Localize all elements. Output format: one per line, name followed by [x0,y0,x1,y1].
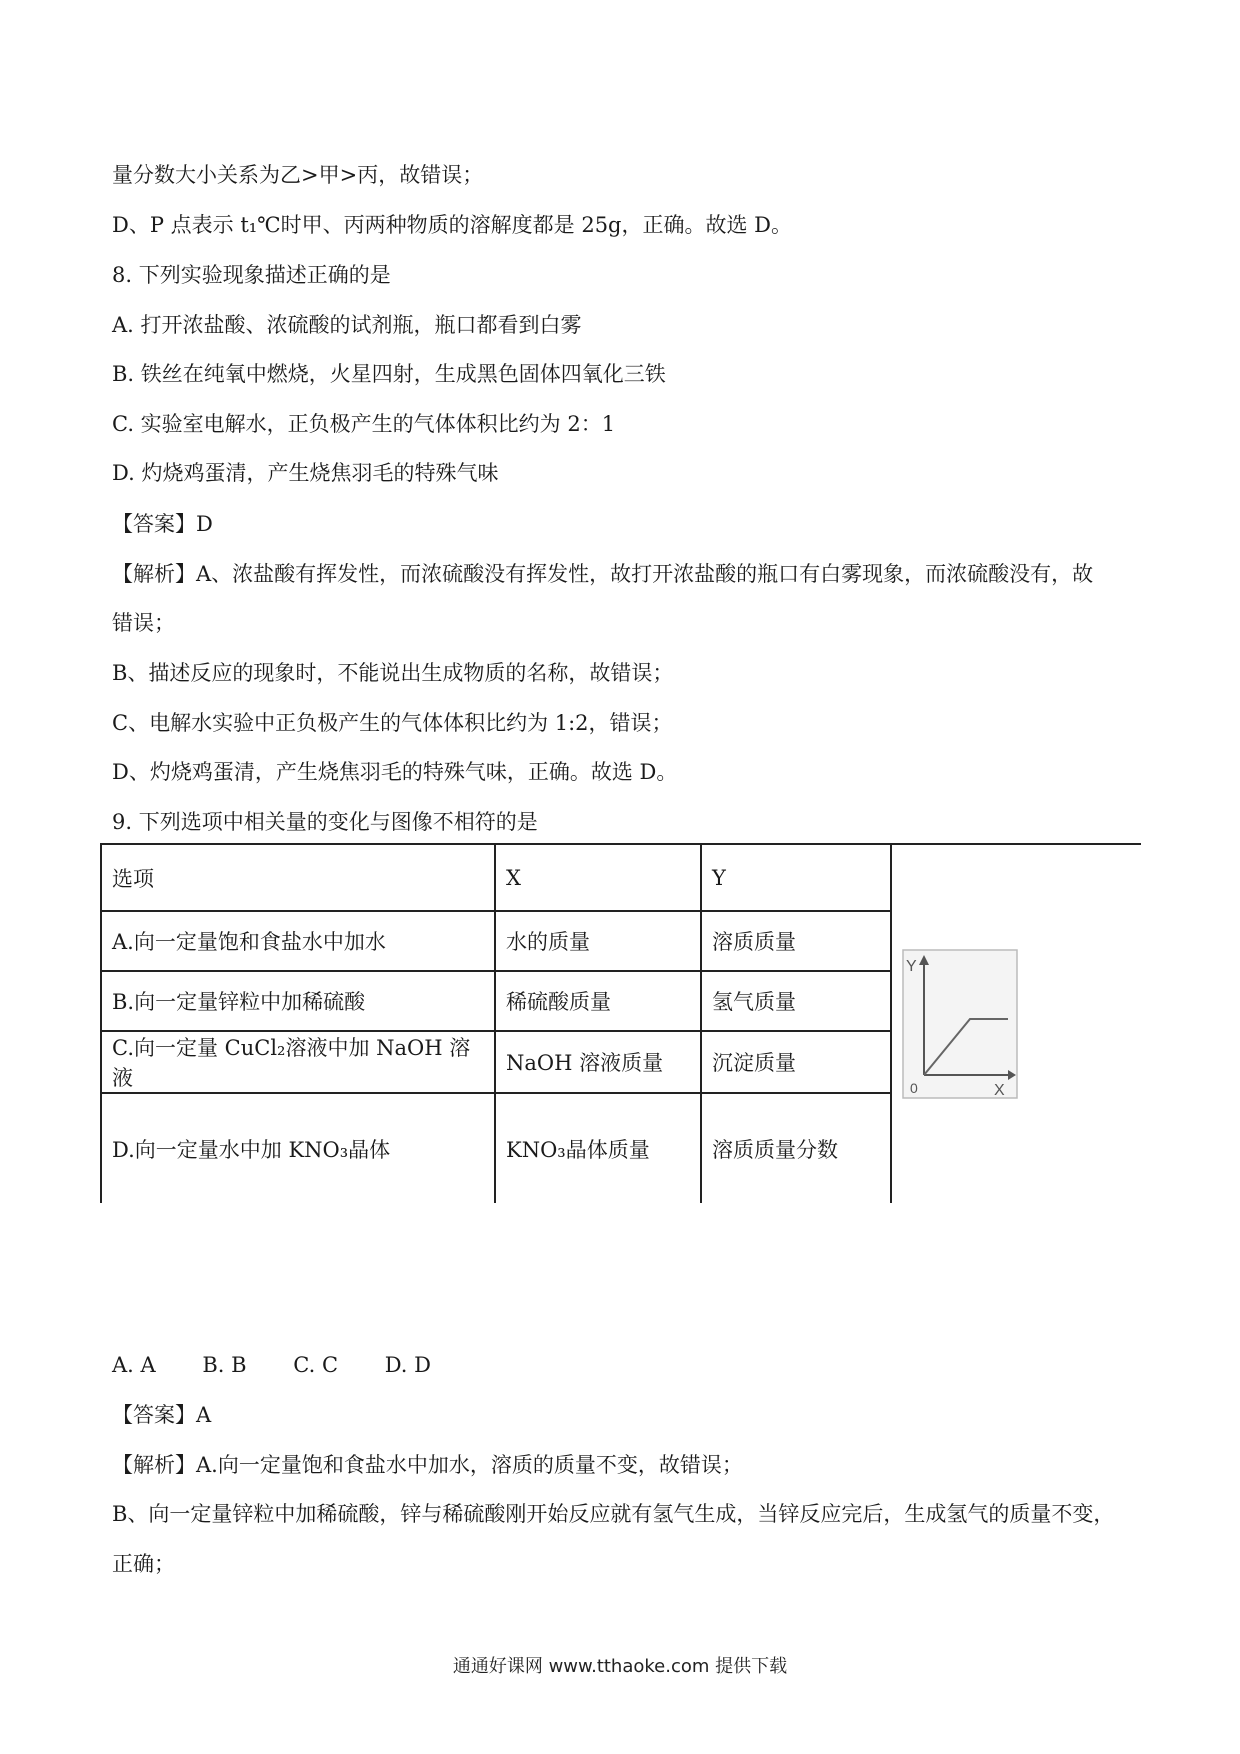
explanation-line: C、电解水实验中正负极产生的气体体积比约为 1:2，错误； [112,711,673,735]
table-cell: 沉淀质量 [701,1031,891,1093]
question-9-table [100,843,1141,1203]
question-8-option-a: A. 打开浓盐酸、浓硫酸的试剂瓶，瓶口都看到白雾 [112,313,582,337]
x-axis-label: X [994,1082,1005,1099]
table-cell: KNO₃晶体质量 [495,1093,701,1203]
option-d: D. D [384,1353,431,1377]
question-9-options [112,1351,471,1379]
origin-label: 0 [910,1080,918,1096]
option-c: C. C [293,1353,339,1377]
explanation-line: D、灼烧鸡蛋清，产生烧焦羽毛的特殊气味，正确。故选 D。 [112,760,678,784]
table-cell: 水的质量 [495,911,701,971]
table-cell: D.向一定量水中加 KNO₃晶体 [101,1093,495,1203]
page-footer: 通通好课网 www.tthaoke.com 提供下载 [452,1656,788,1677]
explanation-line: 错误； [112,611,175,635]
explanation-line: B、向一定量锌粒中加稀硫酸，锌与稀硫酸刚开始反应就有氢气生成，当锌反应完后，生成氢气的质量不变， [112,1502,1115,1526]
table-header: X [495,844,701,911]
table-header: 选项 [101,844,495,911]
question-8-title: 8. 下列实验现象描述正确的是 [112,263,391,287]
table-cell: B.向一定量锌粒中加稀硫酸 [101,971,495,1031]
question-8-option-c: C. 实验室电解水，正负极产生的气体体积比约为 2：1 [112,412,616,436]
explanation-line: 正确； [112,1552,175,1576]
text-line: D、P 点表示 t₁℃时甲、丙两种物质的溶解度都是 25g，正确。故选 D。 [112,213,793,237]
question-8-option-b: B. 铁丝在纯氧中燃烧，火星四射，生成黑色固体四氧化三铁 [112,362,666,386]
table-header: Y [701,844,891,911]
table-cell: A.向一定量饱和食盐水中加水 [101,911,495,971]
table-cell: 稀硫酸质量 [495,971,701,1031]
table-cell: 溶质质量分数 [701,1093,891,1203]
question-9-answer: 【答案】A [112,1403,212,1427]
question-8-answer: 【答案】D [112,512,213,536]
graph-figure [902,949,1018,1099]
graph-cell [891,844,1141,1203]
option-b: B. B [202,1353,247,1377]
explanation-line: B、描述反应的现象时，不能说出生成物质的名称，故错误； [112,661,674,685]
table-cell: 氢气质量 [701,971,891,1031]
question-8-option-d: D. 灼烧鸡蛋清，产生烧焦羽毛的特殊气味 [112,461,499,485]
table-cell: C.向一定量 CuCl₂溶液中加 NaOH 溶液 [101,1031,495,1093]
option-a: A. A [112,1353,156,1377]
table-cell: 溶质质量 [701,911,891,971]
table-cell: NaOH 溶液质量 [495,1031,701,1093]
explanation-line: 【解析】A、浓盐酸有挥发性，而浓硫酸没有挥发性，故打开浓盐酸的瓶口有白雾现象，而浓硫酸没有，故 [112,562,1094,586]
y-axis-label: Y [906,958,917,975]
question-9-title: 9. 下列选项中相关量的变化与图像不相符的是 [112,810,538,834]
explanation-line: 【解析】A.向一定量饱和食盐水中加水，溶质的质量不变，故错误； [112,1453,743,1477]
text-line: 量分数大小关系为乙>甲>丙，故错误； [112,163,484,187]
